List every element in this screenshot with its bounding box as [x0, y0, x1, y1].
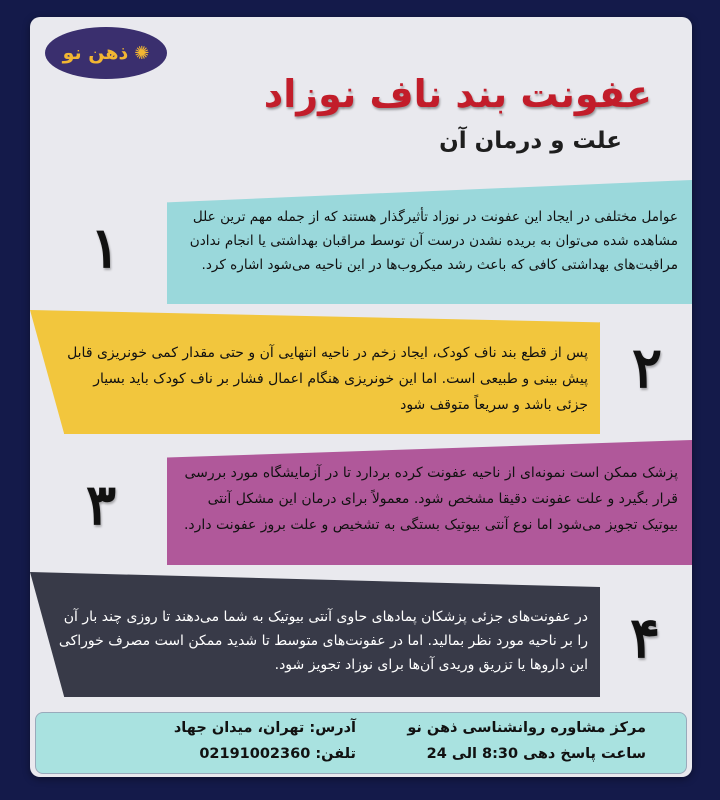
section-1-number: ۱ [90, 215, 121, 281]
footer-center-name: مرکز مشاوره روانشناسی ذهن نو [407, 720, 646, 736]
logo [45, 27, 167, 79]
page-subtitle: علت و درمان آن [439, 128, 622, 154]
section-2-text: پس از قطع بند ناف کودک، ایجاد زخم در ناحیه انتهایی آن و حتی مقدار کمی خونریزی قابل پیش بینی و طبیعی است. اما این خونریزی هنگام اعمال فشار بر ناف کودک باید بسیار جزئی باشد و سریعاً متوقف شود [67, 345, 588, 413]
section-3-number: ۳ [86, 472, 117, 538]
page-title: عفونت بند ناف نوزاد [263, 72, 652, 116]
logo-text: ذهن نو [62, 42, 129, 64]
brain-icon: ✺ [134, 42, 150, 64]
footer-phone[interactable]: تلفن: 02191002360 [199, 746, 356, 762]
section-3-text: پزشک ممکن است نمونه‌ای از ناحیه عفونت کرده بردارد تا در آزمایشگاه مورد بررسی قرار بگیرد و علت عفونت دقیقا مشخص شود. معمولاً برای درمان این مشکل آنتی بیوتیک تجویز می‌شود اما نوع آنتی بیوتیک بستگی به تشخیص و علت بروز عفونت دارد. [183, 465, 678, 533]
footer-address: آدرس: تهران، میدان جهاد [173, 720, 356, 736]
section-4-number: ۴ [630, 605, 661, 671]
section-4-text: در عفونت‌های جزئی پزشکان پمادهای حاوی آنتی بیوتیک به شما می‌دهند تا روزی چند بار آن را بر ناحیه مورد نظر بمالید. اما در عفونت‌های متوسط تا شدید ممکن است مصرف خوراکی این داروها یا تزریق وریدی آن‌ها برای نوزاد تجویز شود. [58, 609, 588, 673]
contact-footer [35, 712, 687, 774]
section-1-text: عوامل مختلفی در ایجاد این عفونت در نوزاد تأثیرگذار هستند که از جمله مهم ترین علل مشاهده شده می‌توان به بریده نشدن درست آن توسط مراقبان بهداشتی یا انجام ندادن مراقبت‌های بهداشتی کافی که باعث رشد میکروب‌ها در این ناحیه می‌شود اشاره کرد. [189, 209, 678, 273]
footer-hours: ساعت پاسخ دهی 8:30 الی 24 [426, 746, 646, 762]
section-2-number: ۲ [632, 335, 663, 401]
